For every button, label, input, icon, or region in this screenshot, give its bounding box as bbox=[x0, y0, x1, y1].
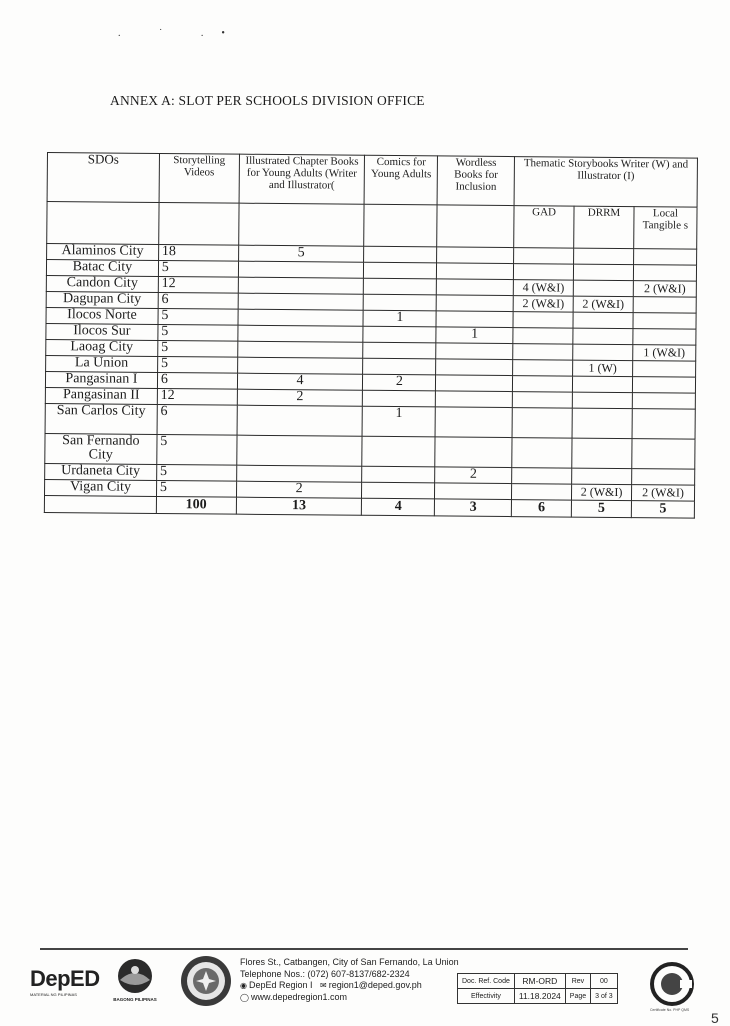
cell-drrm bbox=[573, 280, 633, 297]
cell-comics bbox=[363, 326, 436, 343]
cell-wordless bbox=[435, 407, 512, 438]
cell-comics: 1 bbox=[363, 310, 436, 327]
cell-gad: 4 (W&I) bbox=[513, 280, 573, 297]
cell-storytelling: 5 bbox=[157, 356, 237, 373]
bagong-pilipinas-logo bbox=[112, 956, 158, 1006]
cell-storytelling: 5 bbox=[158, 340, 238, 357]
cell-drrm: 1 (W) bbox=[573, 360, 633, 377]
cell-comics bbox=[362, 466, 435, 483]
cell-drrm bbox=[574, 248, 634, 265]
cell-sdo: Dagupan City bbox=[46, 291, 158, 308]
cell-drrm bbox=[573, 344, 633, 361]
header-blank bbox=[238, 203, 364, 246]
cell-local bbox=[633, 313, 696, 330]
cell-gad bbox=[512, 438, 572, 469]
cell-storytelling: 6 bbox=[157, 404, 237, 435]
footer-facebook: DepEd Region I bbox=[248, 980, 313, 990]
cell-gad bbox=[514, 264, 574, 281]
cell-local bbox=[632, 409, 695, 440]
header-drrm: DRRM bbox=[574, 206, 634, 249]
cell-drrm bbox=[572, 468, 632, 485]
cell-comics bbox=[362, 482, 435, 499]
cell-wordless bbox=[436, 391, 513, 408]
cell-illustrated bbox=[238, 293, 364, 310]
cell-storytelling: 6 bbox=[158, 292, 238, 309]
cell-local bbox=[633, 361, 696, 378]
facebook-icon: ◉ bbox=[240, 981, 247, 990]
cell-storytelling: 5 bbox=[156, 480, 236, 497]
doc-ref-label: Doc. Ref. Code bbox=[458, 974, 515, 989]
total-gad: 6 bbox=[512, 500, 572, 518]
cell-wordless bbox=[436, 375, 513, 392]
cell-wordless bbox=[436, 311, 513, 328]
cell-gad bbox=[513, 328, 573, 345]
total-illustrated: 13 bbox=[236, 497, 362, 515]
cell-storytelling: 5 bbox=[158, 308, 238, 325]
page-title: ANNEX A: SLOT PER SCHOOLS DIVISION OFFICE bbox=[110, 93, 425, 108]
globe-icon: ◯ bbox=[240, 992, 249, 1002]
deped-logo-tagline: MATERIAL NG PILIPINAS bbox=[30, 992, 77, 997]
footer-telephone: Telephone Nos.: (072) 607-8137/682-2324 bbox=[240, 968, 410, 979]
cell-illustrated bbox=[237, 435, 363, 466]
cell-sdo: Batac City bbox=[46, 260, 158, 277]
cell-illustrated bbox=[238, 309, 364, 326]
cell-wordless bbox=[436, 295, 513, 312]
cell-storytelling: 5 bbox=[158, 260, 238, 277]
header-thematic-storybooks: Thematic Storybooks Writer (W) and Illustrator (I) bbox=[514, 157, 697, 208]
deped-seal-logo bbox=[180, 955, 232, 1007]
header-sdos: SDOs bbox=[47, 153, 159, 203]
cell-sdo: Ilocos Sur bbox=[46, 323, 158, 340]
cell-wordless bbox=[437, 263, 514, 280]
cell-gad bbox=[512, 484, 572, 501]
cell-gad bbox=[512, 392, 572, 409]
cell-local bbox=[634, 249, 697, 266]
cell-gad bbox=[513, 360, 573, 377]
page-number: 5 bbox=[711, 1010, 719, 1026]
cell-drrm bbox=[572, 392, 632, 409]
cell-sdo: Candon City bbox=[46, 275, 158, 292]
cell-comics bbox=[364, 262, 437, 279]
cell-drrm bbox=[573, 312, 633, 329]
cell-wordless bbox=[437, 279, 514, 296]
cell-local bbox=[633, 297, 696, 314]
deped-logo bbox=[30, 966, 100, 997]
cell-illustrated bbox=[238, 325, 364, 342]
cell-comics bbox=[362, 436, 435, 467]
header-blank bbox=[437, 205, 514, 248]
footer-web-row bbox=[240, 992, 459, 1004]
cell-sdo: Urdaneta City bbox=[45, 463, 157, 480]
cell-gad: 2 (W&I) bbox=[513, 296, 573, 313]
header-blank bbox=[159, 202, 239, 245]
cell-drrm bbox=[572, 438, 632, 469]
cell-sdo: La Union bbox=[46, 355, 158, 372]
total-drrm: 5 bbox=[571, 500, 631, 518]
cell-local bbox=[632, 469, 695, 486]
cell-drrm bbox=[572, 408, 632, 439]
header-local-tangibles: Local Tangible s bbox=[634, 207, 697, 250]
effectivity-label: Effectivity bbox=[458, 989, 515, 1004]
cell-local bbox=[632, 377, 695, 394]
cell-illustrated bbox=[238, 277, 364, 294]
cell-local: 1 (W&I) bbox=[633, 345, 696, 362]
footer-website: www.depedregion1.com bbox=[250, 991, 348, 1002]
cell-storytelling: 5 bbox=[157, 434, 237, 465]
cell-drrm bbox=[573, 376, 633, 393]
slot-table bbox=[44, 152, 698, 519]
cell-illustrated: 2 bbox=[236, 481, 362, 498]
cell-comics bbox=[363, 342, 436, 359]
iso-certificate-text: Certificate No. PHP QMS bbox=[650, 1008, 690, 1012]
cell-comics bbox=[363, 390, 436, 407]
cell-wordless bbox=[435, 437, 512, 468]
cell-sdo: San Fernando City bbox=[45, 433, 157, 464]
cell-wordless bbox=[436, 359, 513, 376]
cell-gad bbox=[514, 248, 574, 265]
cell-gad bbox=[513, 376, 573, 393]
slot-table-body bbox=[44, 244, 696, 519]
total-sdo bbox=[44, 495, 156, 513]
cell-comics bbox=[364, 278, 437, 295]
cell-local bbox=[633, 329, 696, 346]
cell-wordless bbox=[436, 343, 513, 360]
cell-comics bbox=[363, 358, 436, 375]
cell-drrm: 2 (W&I) bbox=[573, 296, 633, 313]
cell-comics bbox=[364, 246, 437, 263]
cell-illustrated bbox=[236, 465, 362, 482]
cell-wordless bbox=[437, 247, 514, 264]
header-illustrated-chapter-books: Illustrated Chapter Books for Young Adults (Writer and Illustrator( bbox=[239, 154, 365, 204]
cell-drrm bbox=[573, 264, 633, 281]
cell-storytelling: 12 bbox=[157, 388, 237, 405]
cell-sdo: San Carlos City bbox=[45, 403, 157, 434]
cell-comics: 1 bbox=[362, 406, 435, 437]
footer-address: Flores St., Catbangen, City of San Fernando, La Union bbox=[240, 957, 459, 967]
cell-sdo: Vigan City bbox=[45, 479, 157, 496]
scan-specks: . ˙ .• bbox=[118, 28, 243, 39]
cell-illustrated bbox=[237, 357, 363, 374]
page-value: 3 of 3 bbox=[591, 989, 618, 1004]
cell-illustrated: 5 bbox=[238, 245, 364, 262]
cell-local bbox=[633, 265, 696, 282]
doc-ref-value: RM-ORD bbox=[514, 974, 565, 989]
cell-comics: 2 bbox=[363, 374, 436, 391]
cell-sdo: Ilocos Norte bbox=[46, 307, 158, 324]
header-wordless-books: Wordless Books for Inclusion bbox=[437, 156, 514, 206]
cell-storytelling: 6 bbox=[157, 372, 237, 389]
header-blank bbox=[47, 202, 159, 245]
document-info-table bbox=[457, 973, 618, 1004]
cell-sdo: Pangasinan II bbox=[45, 387, 157, 404]
cell-local: 2 (W&I) bbox=[633, 281, 696, 298]
page-label: Page bbox=[565, 989, 590, 1004]
header-comics: Comics for Young Adults bbox=[364, 155, 437, 205]
header-storytelling-videos: Storytelling Videos bbox=[159, 153, 239, 203]
cell-local bbox=[632, 439, 695, 470]
footer-email: region1@deped.gov.ph bbox=[328, 980, 422, 990]
header-gad: GAD bbox=[514, 206, 574, 249]
cell-drrm bbox=[573, 328, 633, 345]
iso-certification-logo bbox=[650, 962, 694, 1006]
cell-gad bbox=[513, 344, 573, 361]
total-comics: 4 bbox=[362, 498, 435, 516]
cell-wordless: 2 bbox=[435, 467, 512, 484]
footer-address-block bbox=[240, 957, 459, 1003]
effectivity-value: 11.18.2024 bbox=[514, 989, 565, 1004]
cell-illustrated: 4 bbox=[237, 373, 363, 390]
cell-comics bbox=[364, 294, 437, 311]
cell-illustrated bbox=[238, 261, 364, 278]
rev-label: Rev bbox=[565, 974, 590, 989]
cell-storytelling: 12 bbox=[158, 276, 238, 293]
cell-gad bbox=[512, 408, 572, 439]
footer-social-row bbox=[240, 980, 459, 992]
cell-sdo: Pangasinan I bbox=[45, 371, 157, 388]
total-wordless: 3 bbox=[435, 499, 512, 517]
cell-illustrated bbox=[237, 341, 363, 358]
total-local: 5 bbox=[631, 501, 694, 519]
rev-value: 00 bbox=[591, 974, 618, 989]
deped-logo-text: DepED bbox=[30, 966, 100, 991]
cell-illustrated: 2 bbox=[237, 389, 363, 406]
footer-divider bbox=[40, 948, 688, 950]
bagong-pilipinas-text: BAGONG PILIPINAS bbox=[113, 997, 157, 1002]
cell-sdo: Alaminos City bbox=[47, 244, 159, 261]
cell-sdo: Laoag City bbox=[46, 339, 158, 356]
cell-storytelling: 5 bbox=[158, 324, 238, 341]
cell-illustrated bbox=[237, 405, 363, 436]
cell-wordless: 1 bbox=[436, 327, 513, 344]
header-blank bbox=[364, 204, 437, 247]
cell-wordless bbox=[435, 483, 512, 500]
cell-local bbox=[632, 393, 695, 410]
email-icon: ✉ bbox=[320, 981, 327, 990]
cell-gad bbox=[513, 312, 573, 329]
cell-gad bbox=[512, 468, 572, 485]
cell-local: 2 (W&I) bbox=[631, 485, 694, 502]
cell-storytelling: 18 bbox=[158, 244, 238, 261]
total-storytelling: 100 bbox=[156, 496, 236, 514]
cell-drrm: 2 (W&I) bbox=[572, 484, 632, 501]
cell-storytelling: 5 bbox=[156, 464, 236, 481]
